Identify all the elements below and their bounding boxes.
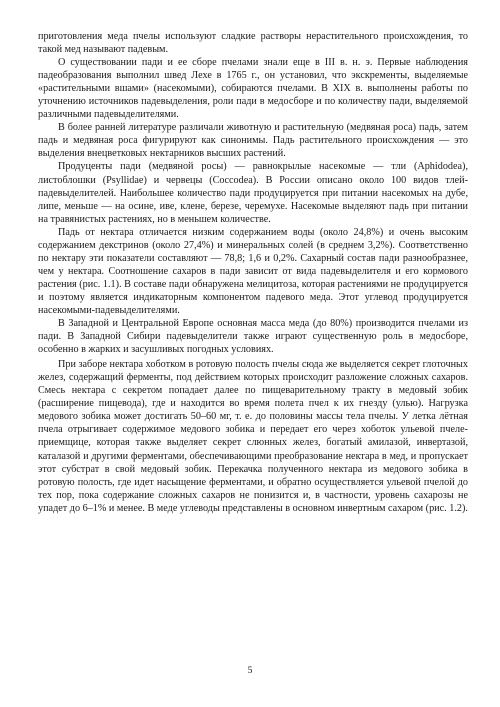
paragraph-2: О существовании пади и ее сборе пчелами знали еще в III в. н. э. Первые наблюдения падеобразования выполнил швед Лехе в 1765 г., он установил, что экскременты, выделяемые «растительными вшами» (насекомыми), собираются пчелами. В XIX в. выполнены работы по уточнению источников падевыделения, роли пади в медосборе и по количеству пади, выделяемой различными падевыделителями. [38, 57, 468, 121]
paragraph-3: В более ранней литературе различали животную и растительную (медвяная роса) падь, затем падь и медвяная роса фигурируют как синонимы. Падь растительного происхождения — это выделения внецветковых нектарников высших растений. [38, 122, 468, 160]
paragraph-4: Продуценты пади (медвяной росы) — равнокрылые насекомые — тли (Aphidodea), листоблошки (Psyllidae) и червецы (Coccodea). В России описано около 100 видов тлей-падевыделителей. Наибольшее количество пади продуцируется при питании насекомых на дубе, липе, меньше — на осине, иве, клене, березе, черемухе. Насекомые выделяют падь при питании на травянистых растениях, но в меньшем количестве. [38, 161, 468, 225]
paragraph-5: Падь от нектара отличается низким содержанием воды (около 24,8%) и очень высоким содержанием декстринов (около 27,4%) и минеральных солей (в среднем 3,2%). Соответственно по нектару эти показатели составляют — 78,8; 1,6 и 0,2%. Сахарный состав пади разнообразнее, чем у нектара. Соотношение сахаров в пади зависит от вида падевыделителя и его кормового растения (рис. 1.1). В составе пади обнаружена мелицитоза, которая растениями не продуцируется и поэтому является индикаторным компонентом падевого меда. Этот углевод продуцируется насекомыми-падевыделителями. [38, 226, 468, 316]
paragraph-1: приготовления меда пчелы используют сладкие растворы нерастительного происхождения, то такой мед называют падевым. [38, 31, 468, 56]
page-number: 5 [247, 666, 253, 676]
paragraph-7: При заборе нектара хоботком в ротовую полость пчелы сюда же выделяется секрет глоточных желез, содержащий ферменты, под действием которых происходит разложение сложных сахаров. Смесь нектара с секретом попадает далее по пищеварительному тракту в медовый зобик (расширение пищевода), где и находится во время полета пчел к их гнезду (улью). Нагрузка медового зобика может достигать 50–60 мг, т. е. до половины массы тела пчелы. У летка лётная пчела отрыгивает содержимое медового зобика и передает его через хоботок ульевой пчеле-приемщице, которая также выделяет секрет слюнных желез, богатый амилазой, инвертазой, каталазой и другими ферментами, обеспечивающими преобразование нектара в мед, и пропускает этот субстрат в свой медовый зобик. Перекачка полученного нектара из медового зобика в ротовую полость, где идет насыщение ферментами, и обратно осуществляется ульевой пчелой до тех пор, пока содержание сложных сахаров не понизится и, в частности, уровень сахарозы не упадет до 6–1% и менее. В меде углеводы представлены в основном инвертным сахаром (рис. 1.2). [38, 359, 468, 514]
paragraph-6: В Западной и Центральной Европе основная масса меда (до 80%) производится пчелами из пади. В Западной Сибири падевыделители также играют существенную роль в медосборе, особенно в жарких и засушливых погодных условиях. [38, 318, 468, 356]
